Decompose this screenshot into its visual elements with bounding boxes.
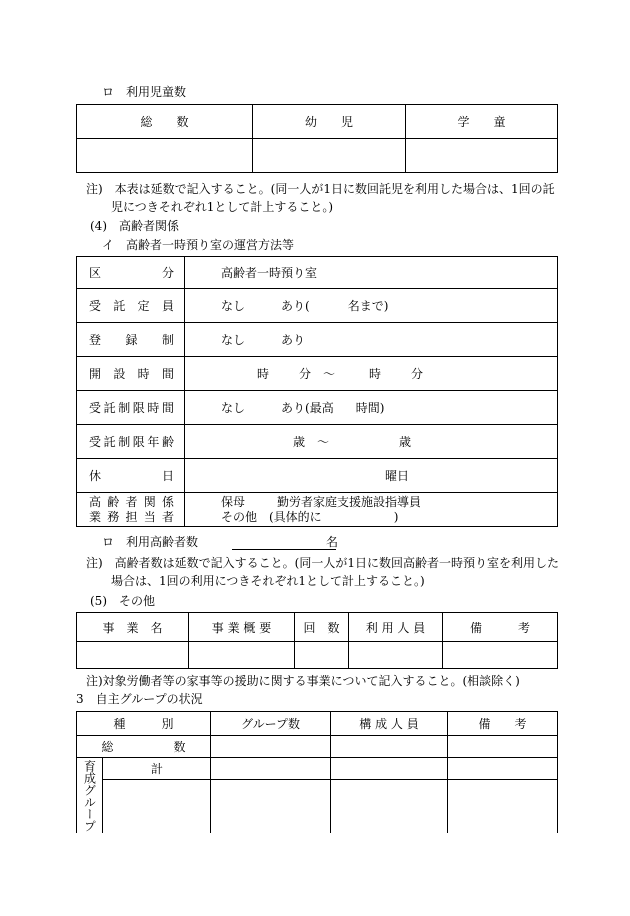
header-times: 回 数 [295,613,349,642]
total-label: 総 数 [77,736,211,758]
section4-subheading: イ 高齢者一時預り室の運営方法等 [102,238,295,252]
group-label-cell [77,758,103,834]
total-members[interactable] [331,736,448,758]
header-group-count: グループ数 [211,712,331,736]
groups-table-clip [76,711,558,833]
open-hours[interactable]: 時 分 〜 時 分 [185,357,558,391]
project-summary-cell[interactable] [189,642,295,669]
group-label: 育成グループ [82,760,97,832]
header-type: 種 別 [77,712,211,736]
group-detail-cell[interactable] [103,780,211,834]
schoolchildren-cell[interactable] [406,139,558,173]
remarks-cell[interactable] [448,780,558,834]
note2-line2: 場合は、1回の利用につきそれぞれ1として計上すること。) [111,574,425,588]
elder-care-table [76,256,558,527]
group-count-cell[interactable] [211,780,331,834]
holidays[interactable]: 曜日 [185,459,558,493]
section4-heading: (4) 高齢者関係 [90,219,179,233]
header-schoolchildren: 学 童 [406,105,558,139]
elder-count-label: ロ 利用高齢者数 [102,535,199,549]
total-remarks[interactable] [448,736,558,758]
table-row: 開 設 時 間 時 分 〜 時 分 [77,357,558,391]
children-count-heading: ロ 利用児童数 [102,85,187,99]
header-members: 構 成 人 員 [331,712,448,736]
note3: 注)対象労働者等の家事等の援助に関する事業について記入すること。(相談除く) [86,674,520,688]
capacity-options[interactable]: なし あり( 名まで) [185,289,558,323]
category-value: 高齢者一時預り室 [185,257,558,289]
total-cell[interactable] [77,139,253,173]
table-row: 高 齢 者 関 係 業 務 担 当 者 保母 勤労者家庭支援施設指導員 その他 (具体的に ) [77,493,558,527]
subtotal-label: 計 [103,758,211,780]
table-row: 受 託 定 員 なし あり( 名まで) [77,289,558,323]
registration-options[interactable]: なし あり [185,323,558,357]
children-count-table [76,104,558,173]
times-cell[interactable] [295,642,349,669]
table-row: 登 録 制 なし あり [77,323,558,357]
header-project-name: 事 業 名 [77,613,189,642]
header-users: 利 用 人 員 [349,613,443,642]
note1-line2: 児につきそれぞれ1として計上すること。) [111,200,334,214]
table-row: 休 日 曜日 [77,459,558,493]
header-total: 総 数 [77,105,253,139]
infants-cell[interactable] [253,139,406,173]
age-limit[interactable]: 歳 〜 歳 [185,425,558,459]
note2-line1: 注) 高齢者数は延数で記入すること。(同一人が1日に数回高齢者一時預り室を利用した [86,556,560,570]
staff-options[interactable]: 保母 勤労者家庭支援施設指導員 その他 (具体的に ) [185,493,558,527]
users-cell[interactable] [349,642,443,669]
note1-line1: 注) 本表は延数で記入すること。(同一人が1日に数回託児を利用した場合は、1回の託 [86,182,555,196]
table-row: 区 分 高齢者一時預り室 [77,257,558,289]
section3-heading: 3 自主グループの状況 [76,692,203,706]
total-group-count[interactable] [211,736,331,758]
section5-heading: (5) その他 [90,594,155,608]
subtotal-group-count[interactable] [211,758,331,780]
header-project-summary: 事 業 概 要 [189,613,295,642]
table-row: 受 託 制 限 時 間 なし あり(最高 時間) [77,391,558,425]
header-remarks: 備 考 [448,712,558,736]
header-infants: 幼 児 [253,105,406,139]
header-remarks: 備 考 [443,613,558,642]
other-projects-table [76,612,558,669]
remarks-cell[interactable] [443,642,558,669]
table-row: 受 託 制 限 年 齢 歳 〜 歳 [77,425,558,459]
members-cell[interactable] [331,780,448,834]
subtotal-members[interactable] [331,758,448,780]
project-name-cell[interactable] [77,642,189,669]
subtotal-remarks[interactable] [448,758,558,780]
time-limit-options[interactable]: なし あり(最高 時間) [185,391,558,425]
groups-table [76,711,558,833]
elder-count-underline[interactable] [232,549,336,550]
elder-count-unit: 名 [326,535,339,549]
